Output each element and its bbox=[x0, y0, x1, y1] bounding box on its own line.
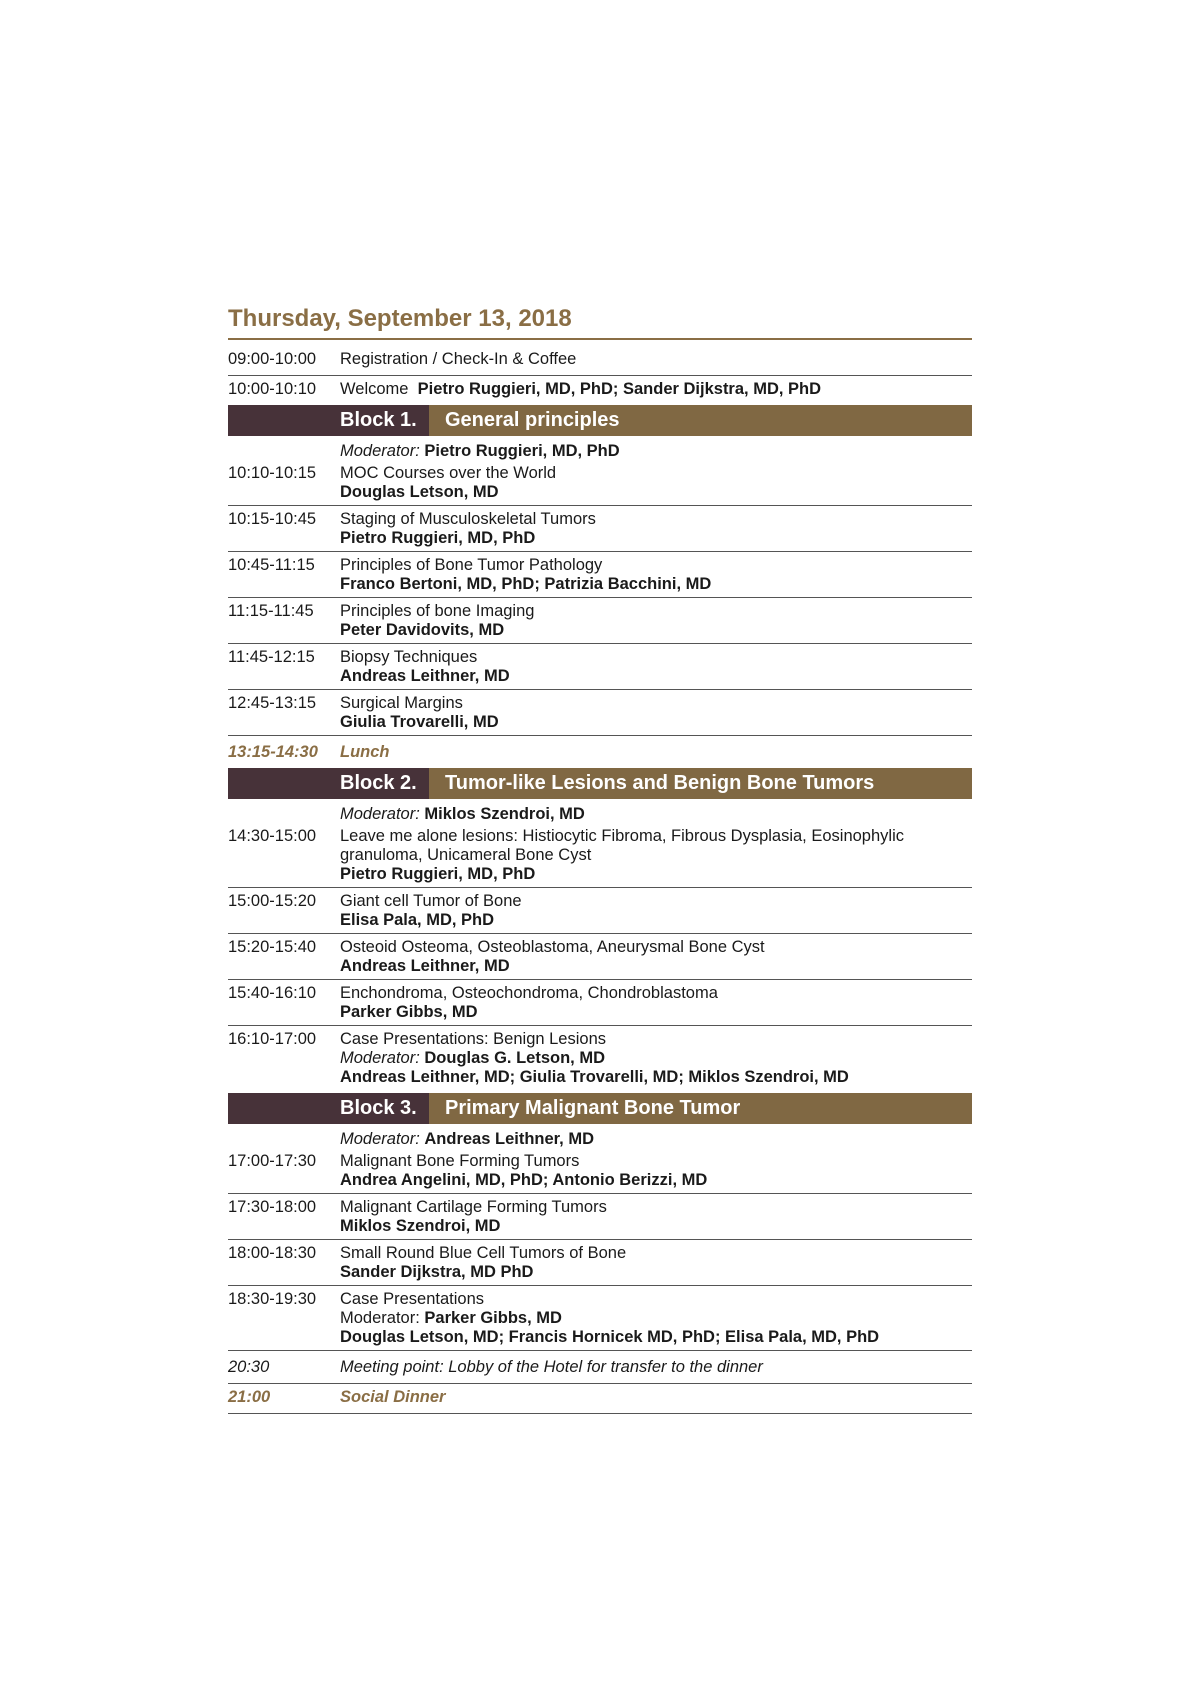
time-slot: 12:45-13:15 bbox=[228, 694, 317, 712]
time-slot: 18:30-19:30 bbox=[228, 1290, 317, 1308]
time-slot: 21:00 bbox=[228, 1388, 271, 1406]
moderator-label: Moderator: bbox=[340, 1309, 420, 1327]
meeting-point-row bbox=[228, 1354, 972, 1384]
talk-title: Biopsy Techniques bbox=[340, 648, 478, 666]
schedule-row bbox=[228, 826, 972, 888]
time-slot: 11:45-12:15 bbox=[228, 648, 315, 666]
speaker: Sander Dijkstra, MD PhD bbox=[340, 1263, 534, 1281]
schedule-row bbox=[228, 693, 972, 736]
block-title: Primary Malignant Bone Tumor bbox=[429, 1093, 972, 1124]
block-2-header bbox=[228, 768, 972, 799]
block-title: General principles bbox=[429, 405, 972, 436]
talk-title: Case Presentations: Benign Lesions bbox=[340, 1030, 606, 1048]
speaker: Franco Bertoni, MD, PhD; Patrizia Bacchini, MD bbox=[340, 575, 712, 593]
time-slot: 15:20-15:40 bbox=[228, 938, 317, 956]
talk-title: Case Presentations bbox=[340, 1290, 484, 1308]
schedule-row bbox=[228, 983, 972, 1026]
talk-title: Leave me alone lesions: Histiocytic Fibroma, Fibrous Dysplasia, Eosinophylic granuloma, Unicameral Bone Cyst bbox=[340, 827, 904, 864]
schedule-row-welcome bbox=[228, 376, 972, 405]
schedule-row bbox=[228, 1243, 972, 1286]
social-dinner-text: Social Dinner bbox=[340, 1388, 446, 1406]
speaker: Giulia Trovarelli, MD bbox=[340, 713, 499, 731]
time-slot: 18:00-18:30 bbox=[228, 1244, 317, 1262]
talk-title: Principles of bone Imaging bbox=[340, 602, 535, 620]
schedule-row bbox=[228, 1151, 972, 1194]
schedule-row bbox=[228, 601, 972, 644]
panel-speakers: Douglas Letson, MD; Francis Hornicek MD, PhD; Elisa Pala, MD, PhD bbox=[340, 1328, 880, 1346]
time-slot: 10:10-10:15 bbox=[228, 464, 317, 482]
talk-title: Surgical Margins bbox=[340, 694, 463, 712]
time-slot: 17:00-17:30 bbox=[228, 1152, 317, 1170]
meeting-point-text: Meeting point: Lobby of the Hotel for transfer to the dinner bbox=[340, 1358, 763, 1376]
session-title: Welcome bbox=[340, 380, 409, 398]
time-slot: 20:30 bbox=[228, 1358, 270, 1376]
talk-title: MOC Courses over the World bbox=[340, 464, 557, 482]
speaker: Andrea Angelini, MD, PhD; Antonio Berizzi, MD bbox=[340, 1171, 708, 1189]
moderator-line bbox=[228, 805, 972, 824]
program-page bbox=[228, 302, 972, 1414]
schedule-row bbox=[228, 937, 972, 980]
moderator-name: Miklos Szendroi, MD bbox=[424, 805, 585, 823]
schedule-row bbox=[228, 1197, 972, 1240]
talk-title: Malignant Bone Forming Tumors bbox=[340, 1152, 580, 1170]
moderator-label: Moderator: bbox=[340, 1130, 420, 1148]
case-presentation-row bbox=[228, 1289, 972, 1351]
time-slot: 10:15-10:45 bbox=[228, 510, 317, 528]
talk-title: Small Round Blue Cell Tumors of Bone bbox=[340, 1244, 627, 1262]
moderator-label: Moderator: bbox=[340, 1049, 420, 1067]
talk-title: Staging of Musculoskeletal Tumors bbox=[340, 510, 596, 528]
moderator-name: Pietro Ruggieri, MD, PhD bbox=[424, 442, 620, 460]
block-3-header bbox=[228, 1093, 972, 1124]
time-slot: 10:45-11:15 bbox=[228, 556, 315, 574]
moderator-line bbox=[228, 442, 972, 461]
time-slot: 17:30-18:00 bbox=[228, 1198, 317, 1216]
speaker: Peter Davidovits, MD bbox=[340, 621, 505, 639]
time-slot: 10:00-10:10 bbox=[228, 380, 317, 398]
lunch-row bbox=[228, 739, 972, 768]
talk-title: Principles of Bone Tumor Pathology bbox=[340, 556, 603, 574]
block-label: Block 1. bbox=[228, 405, 429, 436]
moderator-label: Moderator: bbox=[340, 805, 420, 823]
schedule-row bbox=[228, 647, 972, 690]
block-label: Block 3. bbox=[228, 1093, 429, 1124]
moderator-name: Andreas Leithner, MD bbox=[424, 1130, 595, 1148]
speaker: Elisa Pala, MD, PhD bbox=[340, 911, 495, 929]
speaker: Pietro Ruggieri, MD, PhD bbox=[340, 865, 536, 883]
talk-title: Malignant Cartilage Forming Tumors bbox=[340, 1198, 607, 1216]
talk-title: Osteoid Osteoma, Osteoblastoma, Aneurysmal Bone Cyst bbox=[340, 938, 765, 956]
time-slot: 15:00-15:20 bbox=[228, 892, 317, 910]
speaker: Pietro Ruggieri, MD, PhD; Sander Dijkstra, MD, PhD bbox=[417, 380, 822, 398]
schedule-row-registration bbox=[228, 346, 972, 376]
speaker: Miklos Szendroi, MD bbox=[340, 1217, 501, 1235]
panel-speakers: Andreas Leithner, MD; Giulia Trovarelli, MD; Miklos Szendroi, MD bbox=[340, 1068, 849, 1086]
break-label: Lunch bbox=[340, 743, 390, 761]
talk-title: Giant cell Tumor of Bone bbox=[340, 892, 522, 910]
moderator-label: Moderator: bbox=[340, 442, 420, 460]
talk-title: Enchondroma, Osteochondroma, Chondroblastoma bbox=[340, 984, 718, 1002]
time-slot: 09:00-10:00 bbox=[228, 350, 317, 368]
speaker: Parker Gibbs, MD bbox=[340, 1003, 478, 1021]
time-slot: 13:15-14:30 bbox=[228, 743, 318, 761]
case-presentation-row bbox=[228, 1029, 972, 1090]
schedule-row bbox=[228, 555, 972, 598]
time-slot: 11:15-11:45 bbox=[228, 602, 314, 620]
day-title: Thursday, September 13, 2018 bbox=[228, 302, 972, 340]
block-label: Block 2. bbox=[228, 768, 429, 799]
speaker: Andreas Leithner, MD bbox=[340, 957, 510, 975]
session-title: Registration / Check-In & Coffee bbox=[340, 350, 577, 368]
speaker: Pietro Ruggieri, MD, PhD bbox=[340, 529, 536, 547]
time-slot: 15:40-16:10 bbox=[228, 984, 317, 1002]
speaker: Douglas Letson, MD bbox=[340, 483, 499, 501]
schedule-row bbox=[228, 463, 972, 506]
block-1-header bbox=[228, 405, 972, 436]
schedule-row bbox=[228, 891, 972, 934]
moderator-name: Douglas G. Letson, MD bbox=[424, 1049, 605, 1067]
moderator-name: Parker Gibbs, MD bbox=[424, 1309, 562, 1327]
speaker: Andreas Leithner, MD bbox=[340, 667, 510, 685]
social-dinner-row bbox=[228, 1384, 972, 1414]
moderator-line bbox=[228, 1130, 972, 1149]
time-slot: 14:30-15:00 bbox=[228, 827, 317, 845]
schedule-row bbox=[228, 509, 972, 552]
time-slot: 16:10-17:00 bbox=[228, 1030, 317, 1048]
block-title: Tumor-like Lesions and Benign Bone Tumors bbox=[429, 768, 972, 799]
